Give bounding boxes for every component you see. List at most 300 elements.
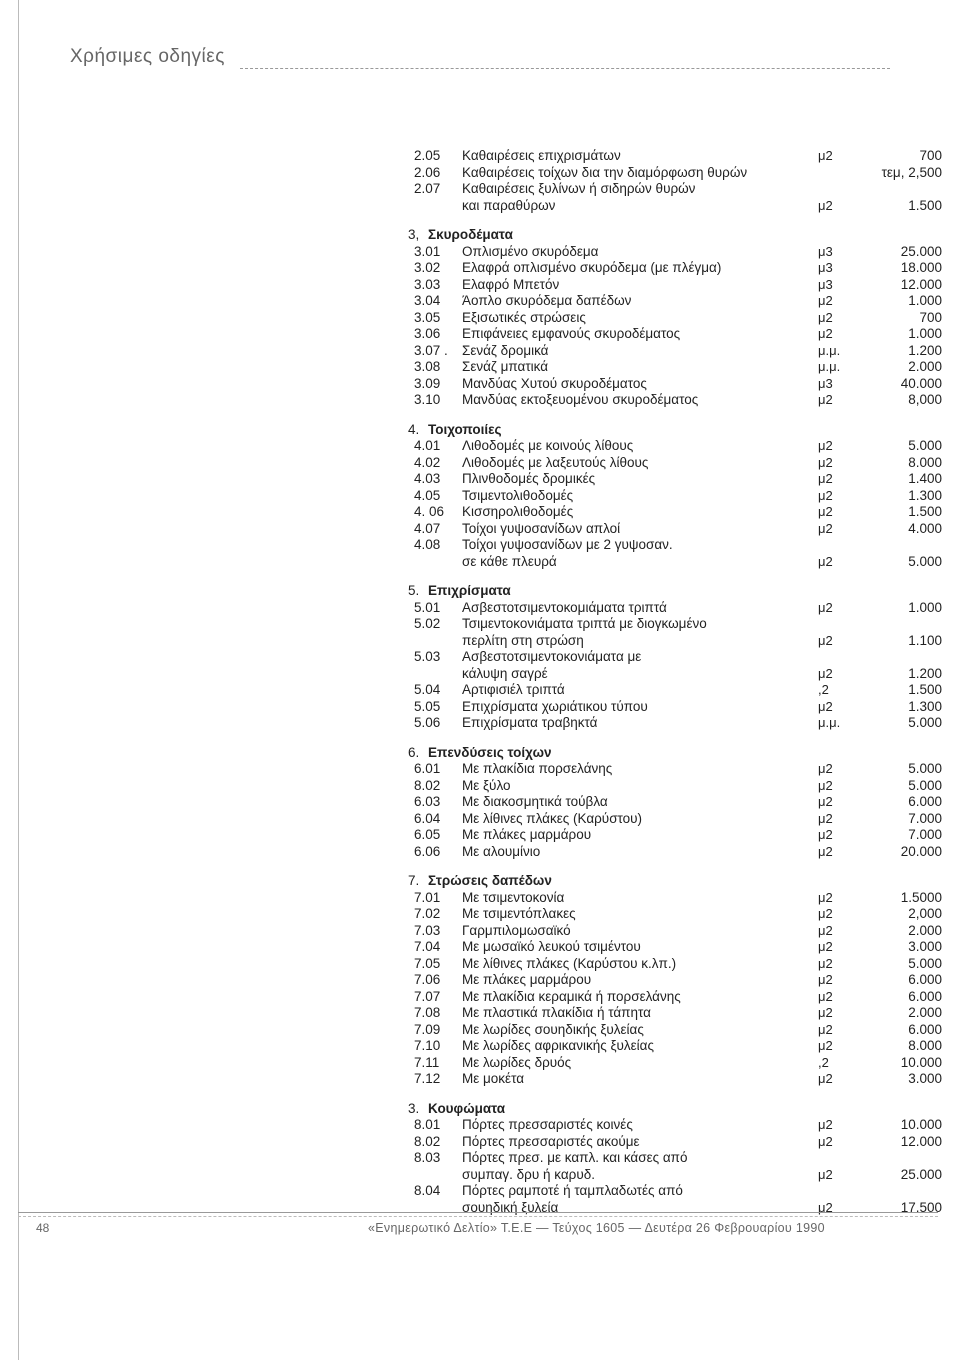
item-code: 2.05 [414,148,441,163]
item-unit: μ.μ. [818,342,841,358]
item-code: 6.01 [414,761,441,776]
item-description-line: Με λίθινες πλάκες (Καρύστου) [462,810,643,826]
list-item [400,699,945,716]
item-description [462,310,805,327]
item-value: 1.000 [908,293,942,308]
item-description-line: Ασβεστοτσιμεντοκονιάματα με [462,649,642,664]
item-description [462,1117,805,1134]
list-item [400,827,945,844]
list-item [400,244,945,261]
list-item [400,1134,945,1151]
item-unit: μ3 [818,375,833,391]
item-description-line: Με λωρίδες δρυός [462,1054,572,1070]
item-description [462,844,805,861]
section-number: 3. [408,1100,420,1116]
item-description [462,1150,805,1183]
list-item [400,939,945,956]
list-item [400,392,945,409]
item-description [462,761,805,778]
item-unit: μ.μ. [818,359,841,374]
list-item [400,1022,945,1039]
list-item [400,326,945,343]
publication-info: «Ενημερωτικό Δελτίο» Τ.Ε.Ε — Τεύχος 1605 — Δευτέρα 26 Φεβρουαρίου 1990 [368,1221,825,1235]
item-description-line: Με πλάκες μαρμάρου [462,972,592,987]
item-value: 5.000 [908,955,942,971]
item-description [462,438,805,455]
item-description-line: συμπαγ. δρυ ή καρυδ. [462,1166,595,1182]
item-value: 2,000 [908,906,942,921]
header-rule [240,68,890,69]
item-description [462,343,805,360]
item-description-line: Με πλάκες μαρμάρου [462,827,592,842]
item-description-line: Με διακοσμητικά τούβλα [462,794,608,809]
item-unit: μ2 [818,761,833,776]
item-value: 7.000 [908,810,942,826]
item-unit: μ2 [818,520,833,536]
item-value: 5.000 [908,715,942,730]
item-unit: μ.μ. [818,715,841,730]
item-value: 6.000 [908,794,942,809]
item-unit: μ2 [818,1005,833,1020]
item-code: 5.02 [414,616,441,631]
item-unit: μ2 [818,922,833,938]
item-code: 3.02 [414,260,441,275]
item-unit: μ2 [818,698,833,714]
item-code: 8.03 [414,1150,441,1165]
item-unit: μ2 [818,906,833,921]
item-code: 4.01 [414,438,441,453]
item-unit: μ2 [818,1117,833,1132]
item-description [462,392,805,409]
item-code: 3.07 . [414,342,448,358]
list-item [400,165,945,182]
item-code: 4.05 [414,487,441,503]
list-item [400,600,945,617]
item-description-line: κάλυψη σαγρέ [462,665,548,681]
item-description-line: Ελαφρό Μπετόν [462,276,560,292]
item-value: 5.000 [908,438,942,453]
item-description-line: Τσιμεντοκονιάματα τριπτά με διογκωμένο [462,616,707,631]
section [400,583,945,732]
item-description-line: σουηδική ξυλεία [462,1199,559,1215]
list-item [400,794,945,811]
item-description [462,649,805,682]
item-description-line: Με πλακίδια κεραμικά ή πορσελάνης [462,988,681,1004]
item-description-line: Με πλακίδια πορσελάνης [462,761,613,776]
item-value: 1.000 [908,599,942,615]
header-title: Χρήσιμες οδηγίες [70,46,225,67]
item-description-line: Πόρτες πρεσ. με καπλ. και κάσες από [462,1150,688,1165]
item-description-line: Άοπλο σκυρόδεμα δαπέδων [462,293,632,308]
list-item [400,359,945,376]
section-title-text: Κουφώματα [428,1100,506,1116]
item-unit: μ2 [818,988,833,1004]
item-description-line: Λιθοδομές με κοινούς λίθους [462,438,634,453]
item-code: 5.03 [414,649,441,664]
item-description-line: Μανδύας εκτοξευομένου σκυροδέματος [462,392,699,407]
page-number: 48 [36,1221,50,1235]
section-title-text: Στρώσεις δαπέδων [428,873,552,888]
item-description [462,923,805,940]
item-unit: μ2 [818,1133,833,1149]
item-value: 25.000 [900,1166,942,1182]
item-description [462,537,805,570]
item-description-line: Πόρτες ραμποτέ ή ταμπλαδωτές από [462,1183,683,1198]
item-value: 17.500 [900,1199,942,1215]
list-item [400,1150,945,1183]
item-code: 7.06 [414,972,441,987]
item-unit: μ2 [818,553,833,569]
list-item [400,906,945,923]
item-code: 4.07 [414,520,441,536]
section [400,873,945,1088]
list-item [400,148,945,165]
section-title-text: Επιχρίσματα [428,583,511,598]
list-item [400,260,945,277]
item-code: 8.02 [414,777,441,793]
list-item [400,811,945,828]
list-item [400,1117,945,1134]
item-description [462,293,805,310]
item-unit: μ2 [818,1199,833,1215]
item-code: 8.02 [414,1133,441,1149]
list-item [400,1038,945,1055]
item-unit: μ2 [818,955,833,971]
item-value: 700 [919,148,942,163]
item-description-line: σε κάθε πλευρά [462,553,557,569]
list-item [400,181,945,214]
item-description-line: Καθαιρέσεις ξυλίνων ή σιδηρών θυρών [462,181,696,196]
item-description-line: Με αλουμίνιο [462,843,541,859]
item-value: 5.000 [908,777,942,793]
item-value: 1.300 [908,487,942,503]
item-code: 5.05 [414,698,441,714]
item-description [462,682,805,699]
item-description-line: Με πλαστικά πλακίδια ή τάπητα [462,1005,651,1020]
item-code: 3.01 [414,243,441,259]
item-code: 7.10 [414,1038,441,1053]
item-unit: μ2 [818,632,833,648]
item-description [462,778,805,795]
item-description [462,715,805,732]
item-value: 5.000 [908,761,942,776]
item-description [462,600,805,617]
item-unit: μ3 [818,276,833,292]
list-item [400,277,945,294]
item-code: 7.11 [414,1054,440,1070]
item-unit: μ2 [818,889,833,905]
item-value: 12.000 [900,1133,942,1149]
list-item [400,923,945,940]
list-item [400,376,945,393]
item-unit: μ2 [818,827,833,842]
item-description [462,1038,805,1055]
item-description-line: περλίτη στη στρώση [462,632,584,648]
item-unit: μ2 [818,471,833,486]
item-description-line: Καθαιρέσεις επιχρισμάτων [462,148,621,163]
section-title-text: Τοιχοποιίες [428,421,502,437]
item-value: 20.000 [900,843,942,859]
list-item [400,972,945,989]
item-description-line: Σενάζ μπατικά [462,359,549,374]
item-description [462,956,805,973]
list-item [400,715,945,732]
item-description-line: Με λίθινες πλάκες (Καρύστου κ.λπ.) [462,955,677,971]
item-value: 3.000 [908,1071,942,1086]
item-unit: μ2 [818,504,833,519]
item-description-line: Με τσιμεντόπλακες [462,906,576,921]
item-code: 4.02 [414,454,441,470]
item-unit: μ2 [818,843,833,859]
item-value: 6.000 [908,988,942,1004]
item-code: 6.03 [414,794,441,809]
item-code: 7.05 [414,955,441,971]
item-description [462,1055,805,1072]
item-description-line: Τοίχοι γυψοσανίδων απλοί [462,520,621,536]
item-unit: μ2 [818,487,833,503]
section [400,227,945,409]
item-value: 1.000 [908,326,942,341]
item-value: 1.200 [908,665,942,681]
list-item [400,293,945,310]
section-title [400,745,945,762]
item-code: 7.09 [414,1021,441,1037]
item-description [462,504,805,521]
item-value: 3.000 [908,939,942,954]
item-code: 5.04 [414,682,441,697]
item-code: 3.09 [414,375,441,391]
item-code: 7.04 [414,939,441,954]
item-unit: μ2 [818,293,833,308]
item-value: 1.200 [908,342,942,358]
item-description-line: Επιχρίσματα τραβηκτά [462,715,598,730]
item-value: 5.000 [908,553,942,569]
item-description-line: Με μωσαϊκό λευκού τσιμέντου [462,939,641,954]
item-description [462,827,805,844]
item-description-line: Πόρτες πρεσσαριστές κοινές [462,1117,633,1132]
section-number: 7. [408,873,420,888]
item-unit: μ2 [818,972,833,987]
item-value: 40.000 [900,375,942,391]
item-unit: μ2 [818,197,833,213]
item-description [462,1071,805,1088]
item-unit: μ2 [818,599,833,615]
section-title [400,227,945,244]
item-description [462,972,805,989]
item-description-line: Κισσηρολιθοδομές [462,504,574,519]
section-title [400,1101,945,1118]
item-description-line: Γαρμπιλομωσαϊκό [462,922,571,938]
section [400,1101,945,1217]
item-description-line: Με λωρίδες σουηδικής ξυλείας [462,1021,644,1037]
item-value: τεμ, 2,500 [881,164,942,180]
item-value: 8.000 [908,454,942,470]
item-value: 700 [919,309,942,325]
list-item [400,504,945,521]
item-unit: μ2 [818,939,833,954]
item-description [462,1134,805,1151]
item-description-line: Με ξύλο [462,777,511,793]
list-item [400,455,945,472]
item-code: 3.08 [414,359,441,374]
item-code: 3.06 [414,326,441,341]
list-item [400,343,945,360]
list-item [400,890,945,907]
item-code: 3.05 [414,309,441,325]
list-item [400,956,945,973]
item-description [462,939,805,956]
item-value: 12.000 [900,276,942,292]
item-description-line: Επιφάνειες εμφανούς σκυροδέματος [462,326,681,341]
item-description-line: Μανδύας Χυτού σκυροδέματος [462,375,647,391]
item-code: 7.07 [414,988,441,1004]
list-item [400,438,945,455]
item-code: 3.03 [414,276,441,292]
item-value: 18.000 [900,260,942,275]
section-number: 4. [408,421,420,437]
list-item [400,1055,945,1072]
item-unit: μ2 [818,438,833,453]
item-description-line: Επιχρίσματα χωριάτικου τύπου [462,698,648,714]
item-code: 6.06 [414,843,441,859]
item-code: 4.08 [414,537,441,552]
section [400,148,945,214]
list-item [400,616,945,649]
item-unit: μ2 [818,665,833,681]
item-code: 7.02 [414,906,441,921]
item-unit: μ3 [818,260,833,275]
item-description [462,794,805,811]
item-description [462,521,805,538]
item-value: 7.000 [908,827,942,842]
list-item [400,682,945,699]
item-value: 1.100 [908,632,942,648]
item-unit: μ2 [818,1038,833,1053]
item-value: 1.400 [908,471,942,486]
item-code: 2.07 [414,181,441,196]
item-code: 7.01 [414,889,441,905]
item-description-line: Τσιμεντολιθοδομές [462,487,574,503]
item-value: 1.5000 [900,889,942,905]
list-item [400,471,945,488]
item-description-line: Λιθοδομές με λαξευτούς λίθους [462,454,649,470]
item-code: 8.04 [414,1183,441,1198]
margin-line [18,0,19,1360]
item-unit: ,2 [818,1054,829,1070]
item-description-line: Σενάζ δρομικά [462,342,549,358]
item-value: 2.000 [908,922,942,938]
item-description-line: Ελαφρά οπλισμένο σκυρόδεμα (με πλέγμα) [462,260,722,275]
item-description-line: και παραθύρων [462,197,556,213]
list-item [400,488,945,505]
item-description-line: Με τσιμεντοκονία [462,889,565,905]
page-header [70,42,890,82]
item-value: 6.000 [908,1021,942,1037]
list-item [400,537,945,570]
list-item [400,761,945,778]
item-value: 1.500 [908,504,942,519]
list-item [400,1005,945,1022]
item-unit: μ2 [818,794,833,809]
item-unit: μ2 [818,392,833,407]
item-description-line: Εξισωτικές στρώσεις [462,309,586,325]
item-description [462,244,805,261]
item-description [462,906,805,923]
item-unit: μ2 [818,810,833,826]
list-item [400,521,945,538]
item-value: 8.000 [908,1038,942,1053]
item-description-line: Πόρτες πρεσσαριστές ακούμε [462,1133,640,1149]
item-description-line: Αρτιφισιέλ τριπτά [462,682,565,697]
item-description [462,148,805,165]
item-description-line: Με μοκέτα [462,1071,525,1086]
section-number: 6. [408,744,420,760]
item-unit: μ3 [818,243,833,259]
item-code: 3.10 [414,392,441,407]
item-code: 7.08 [414,1005,441,1020]
section-number: 5. [408,583,420,598]
list-item [400,1071,945,1088]
item-description [462,699,805,716]
item-description [462,181,805,214]
item-description [462,488,805,505]
item-code: 5.01 [414,599,441,615]
page-footer [18,1212,938,1252]
item-code: 2.06 [414,164,441,180]
item-description-line: Με λωρίδες αφρικανικής ξυλείας [462,1038,654,1053]
item-code: 7.03 [414,922,441,938]
item-description [462,1005,805,1022]
item-value: 10.000 [900,1054,942,1070]
item-description [462,471,805,488]
item-description [462,1022,805,1039]
item-value: 1.300 [908,698,942,714]
item-value: 6.000 [908,972,942,987]
section-title-text: Επενδύσεις τοίχων [428,744,552,760]
item-description [462,989,805,1006]
item-code: 3.04 [414,293,441,308]
footer-rule-dotted [18,1216,938,1217]
section-number: 3, [408,227,420,242]
item-description [462,376,805,393]
item-code: 6.05 [414,827,441,842]
item-value: 1.500 [908,197,942,213]
item-code: 4.03 [414,471,441,486]
section-title [400,873,945,890]
item-code: 7.12 [414,1071,441,1086]
item-unit: μ2 [818,309,833,325]
list-item [400,778,945,795]
item-code: 6.04 [414,810,441,826]
list-item [400,310,945,327]
item-unit: μ2 [818,1021,833,1037]
item-description-line: Ασβεστοτσιμεντοκομιάματα τριπτά [462,599,667,615]
item-description [462,616,805,649]
item-value: 1.500 [908,682,942,697]
item-unit: μ2 [818,326,833,341]
item-description-line: Οπλισμένο σκυρόδεμα [462,243,599,259]
list-item [400,989,945,1006]
item-description [462,811,805,828]
item-description [462,260,805,277]
item-unit: μ2 [818,1166,833,1182]
item-description-line: Καθαιρέσεις τοίχων δια την διαμόρφωση θυρών [462,164,748,180]
item-unit: ,2 [818,682,829,697]
item-unit: μ2 [818,148,833,163]
section [400,745,945,861]
item-value: 8,000 [908,392,942,407]
item-description [462,277,805,294]
